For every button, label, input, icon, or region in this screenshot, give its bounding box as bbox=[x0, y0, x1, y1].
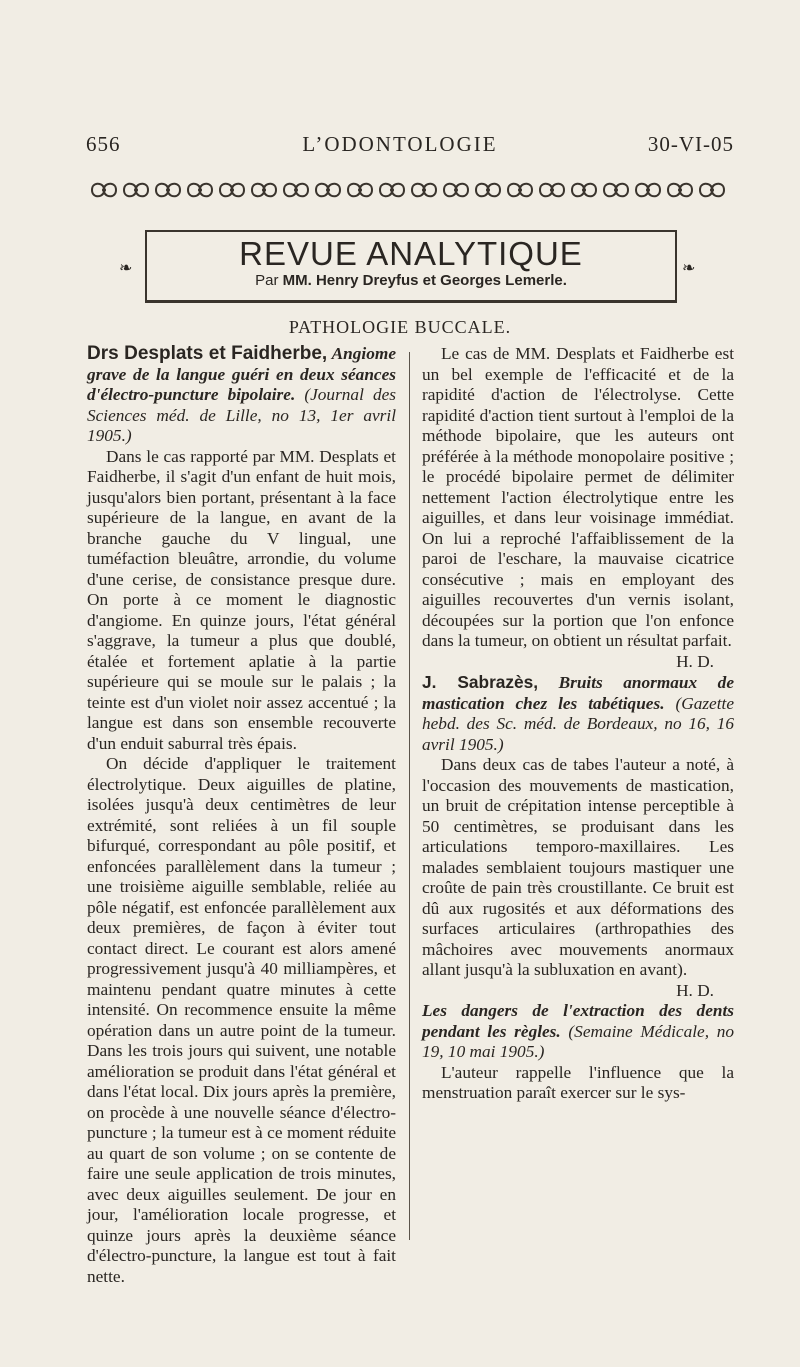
article-1-paragraph-1: Dans le cas rapporté par MM. Desplats et Faidherbe, il s'agit d'un enfant de huit mois, jusqu'alors bien portant, présentant à la face supérieure de la langue, en avant de la branche gauche du V lingual, une tuméfaction bleuâtre, arrondie, du volume d'une cerise, de consistance presque dure. On porte à ce moment le diagnostic d'angiome. En quinze jours, l'état général s'aggrave, la tumeur a plus que doublé, étalée et fortement aplatie à la partie supérieure qui se moule sur le palais ; la teinte est d'un violet noir assez accentué ; la langue est dans son ensemble recouverte d'un enduit saburral très épais. bbox=[87, 446, 396, 753]
article-2-heading bbox=[422, 672, 734, 755]
article-2-paragraph: Dans deux cas de tabes l'auteur a noté, à l'occasion des mouvements de mastication, un bruit de crépitation intense perceptible à 50 centimètres, se produisant dans les articulations temporo-maxillaires. Les malades semblaient toujours mastiquer une croûte de pain très croustillante. Ce bruit est dû aux rugosités et aux déformations des surfaces articulaires (arthropathies des mâchoires avec mouvements anormaux allant jusqu'à la subluxation en avant). bbox=[422, 755, 734, 979]
article-2-signature: H. D. bbox=[676, 980, 714, 1000]
fleuron-right-icon: ❧ bbox=[682, 260, 696, 277]
banner-byline: Par MM. Henry Dreyfus et Georges Lemerle. bbox=[255, 272, 567, 289]
article-1-signature: H. D. bbox=[676, 651, 714, 671]
article-1-title: Angiome grave de la langue guéri en deux séances d'électro-puncture bipolaire. bbox=[87, 344, 396, 404]
column-divider bbox=[409, 352, 410, 1240]
article-1-authors: Drs Desplats et Faidherbe, bbox=[87, 343, 328, 364]
article-2-source: (Gazette hebd. des Sc. méd. de Bordeaux, no 16, 16 avril 1905.) bbox=[422, 693, 734, 754]
page-number: 656 bbox=[86, 132, 121, 156]
article-1-heading bbox=[87, 344, 396, 447]
right-column bbox=[422, 344, 734, 1104]
section-title: PATHOLOGIE BUCCALE. bbox=[288, 317, 512, 337]
issue-date: 30-VI-05 bbox=[647, 132, 734, 156]
article-1-paragraph-2: On décide d'appliquer le traitement électrolytique. Deux aiguilles de platine, isolées jusqu'à deux centimètres de leur extrémité, sont reliées à un fil souple bifurqué, correspondant au pôle positif, et enfoncées parallèlement dans la tumeur ; une troisième aiguille semblable, reliée au pôle négatif, est enfoncée parallèlement aux deux premières, de façon à éviter tout contact direct. Le courant est alors amené progressivement jusqu'à 40 milliampères, et maintenu pendant quatre minutes à cette intensité. On recommence ensuite la même opération dans un autre point de la tumeur. Dans les trois jours qui suivent, une notable amélioration se produit dans l'état général et dans l'état local. Dix jours après la première, on procède à une nouvelle séance d'électro-puncture ; la tumeur est à ce moment réduite au quart de son volume ; on se contente de faire une seule application de trois minutes, avec deux aiguilles seulement. De jour en jour, l'amélioration locale progresse, et quinze jours après la deuxième séance d'électro-puncture, la langue est tout à fait nette. bbox=[87, 754, 396, 1286]
journal-title: L’ODONTOLOGIE bbox=[302, 132, 498, 156]
section-banner bbox=[145, 230, 677, 303]
ornamental-border bbox=[88, 178, 734, 202]
article-1-source: (Journal des Sciences méd. de Lille, no 13, 1er avril 1905.) bbox=[87, 385, 396, 445]
article-2-authors: J. Sabrazès, bbox=[422, 672, 539, 692]
article-3-heading bbox=[422, 1001, 734, 1063]
banner-title: REVUE ANALYTIQUE bbox=[239, 235, 583, 272]
left-column bbox=[87, 343, 396, 1286]
article-3-source: (Semaine Médicale, no 19, 10 mai 1905.) bbox=[422, 1021, 734, 1061]
fleuron-left-icon: ❧ bbox=[119, 260, 133, 277]
article-2-title: Bruits anormaux de mastication chez les tabétiques. bbox=[422, 673, 734, 713]
article-3-paragraph: L'auteur rappelle l'influence que la menstruation paraît exercer sur le sys- bbox=[422, 1062, 734, 1102]
article-3-title: Les dangers de l'extraction des dents pendant les règles. bbox=[422, 1001, 734, 1041]
article-1-paragraph-3: Le cas de MM. Desplats et Faidherbe est un bel exemple de l'efficacité et de la rapidité d'action de l'électrolyse. Cette rapidité d'action tient surtout à l'emploi de la méthode bipolaire, que les auteurs ont préférée à la méthode monopolaire positive ; le procédé bipolaire permet de délimiter nettement l'action électrolytique entre les aiguilles, et dans leur voisinage immédiat. On lui a reproché l'affaiblissement de la paroi de l'eschare, la mauvaise cicatrice consécutive ; mais en employant des aiguilles recouvertes d'un vernis isolant, découpées sur la portion que l'on enfonce dans la tumeur, on obtient un résultat parfait. bbox=[422, 344, 734, 650]
